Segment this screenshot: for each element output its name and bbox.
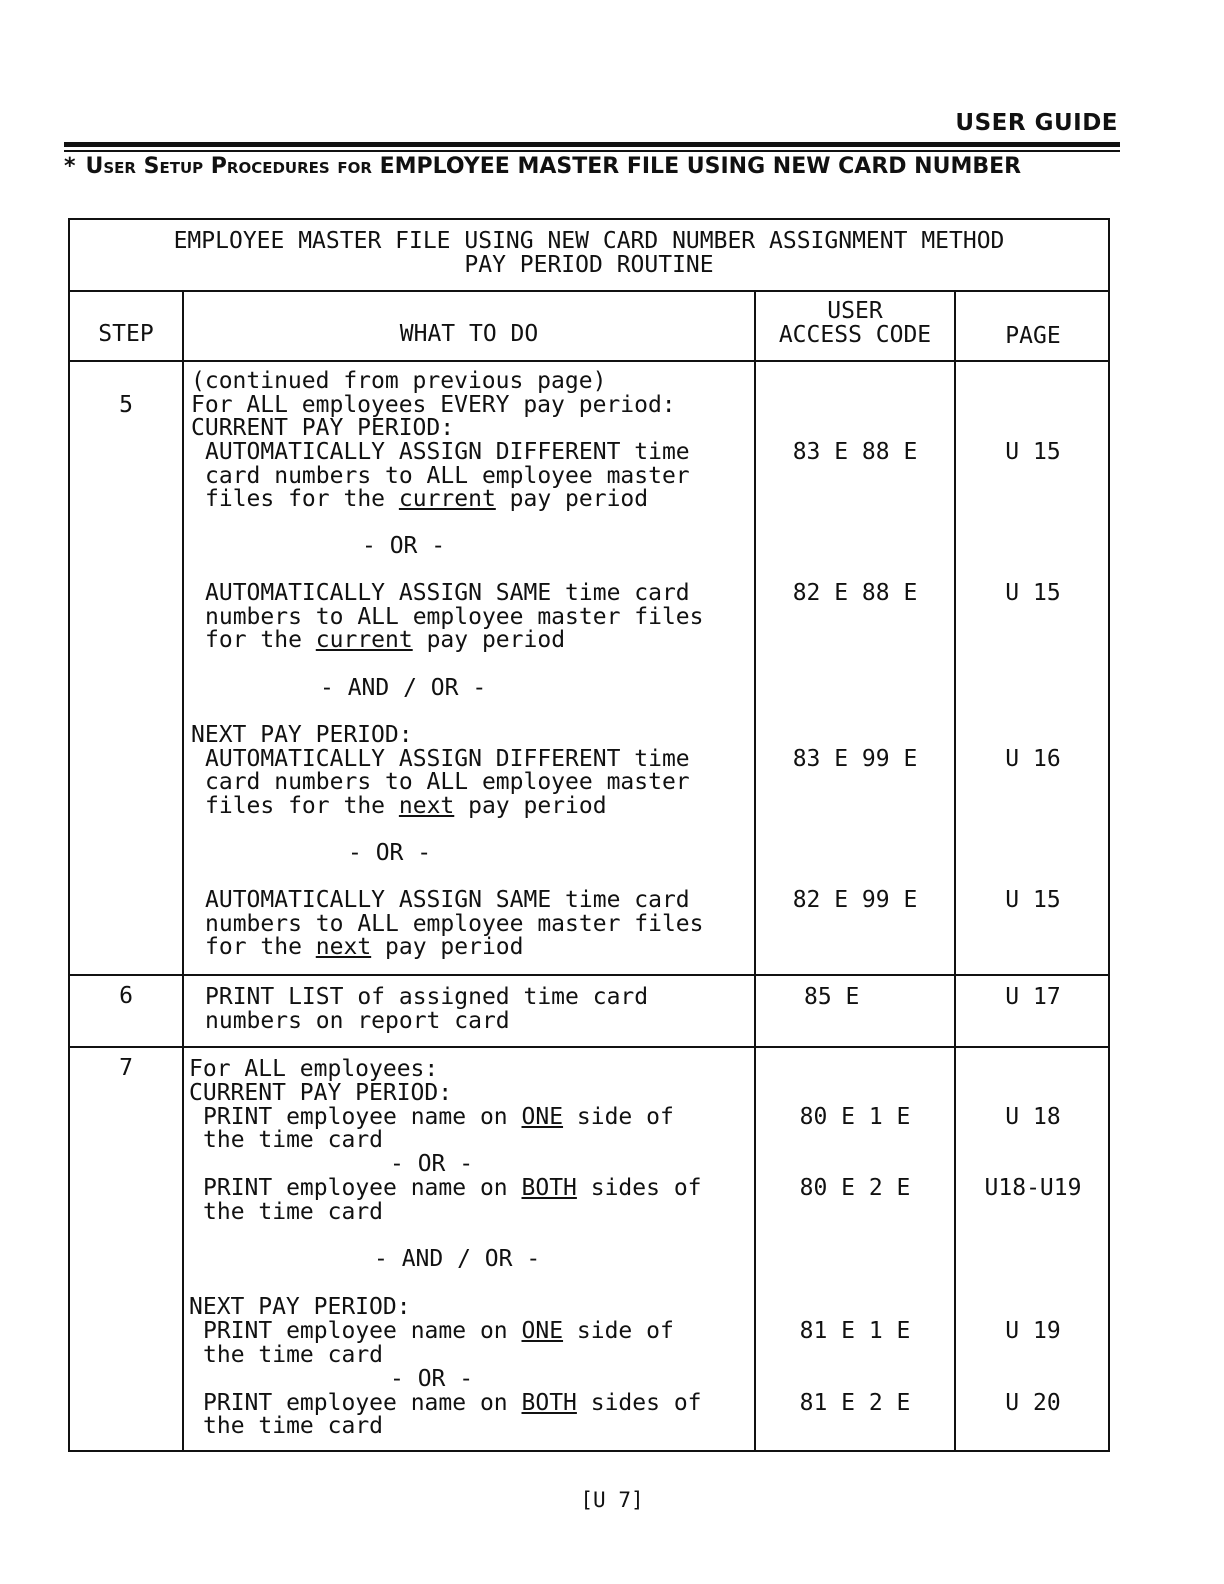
instruction-line: For ALL employees EVERY pay period:: [191, 392, 676, 418]
access-code: 82 E 88 E: [792, 580, 918, 606]
user-guide-label: USER GUIDE: [955, 110, 1118, 136]
table-title-line1: EMPLOYEE MASTER FILE USING NEW CARD NUMBER ASSIGNMENT METHOD: [173, 228, 1005, 254]
instruction-line: For ALL employees:: [189, 1056, 439, 1082]
instruction-line: AUTOMATICALLY ASSIGN DIFFERENT time: [205, 439, 690, 465]
table-rule: [70, 974, 1108, 976]
page-ref: U 16: [1005, 746, 1061, 772]
instruction-line: PRINT employee name on BOTH sides of: [203, 1390, 702, 1416]
instruction-line: files for the next pay period: [205, 793, 607, 819]
page-ref: U 20: [1005, 1390, 1061, 1416]
access-code: 80 E 1 E: [799, 1104, 911, 1130]
page-ref: U18-U19: [984, 1175, 1082, 1201]
instruction-line: for the current pay period: [205, 627, 566, 653]
instruction-line: numbers on report card: [205, 1008, 510, 1034]
instruction-line: numbers to ALL employee master files: [205, 604, 704, 630]
page-ref: U 18: [1005, 1104, 1061, 1130]
col-header-step: STEP: [98, 321, 154, 347]
header-rule-thick: [64, 142, 1120, 147]
heading-caps: EMPLOYEE MASTER FILE USING NEW CARD NUMBER: [379, 154, 1022, 179]
and-or-separator: - AND / OR -: [320, 675, 487, 701]
access-code: 80 E 2 E: [799, 1175, 911, 1201]
instruction-line: AUTOMATICALLY ASSIGN SAME time card: [205, 887, 690, 913]
header-rule-thin: [64, 150, 1120, 152]
instruction-line: PRINT employee name on ONE side of: [203, 1104, 674, 1130]
or-separator: - OR -: [348, 840, 432, 866]
access-code: 81 E 2 E: [799, 1390, 911, 1416]
access-code: 83 E 99 E: [792, 746, 918, 772]
table-title-line2: PAY PERIOD ROUTINE: [464, 252, 714, 278]
table-rule: [70, 1046, 1108, 1048]
access-code: 82 E 99 E: [792, 887, 918, 913]
col-header-page: PAGE: [1005, 323, 1061, 349]
instruction-line: the time card: [203, 1413, 384, 1439]
access-code: 85 E: [804, 984, 860, 1010]
section-heading: [64, 154, 1021, 179]
period-heading: NEXT PAY PERIOD:: [191, 722, 413, 748]
procedure-table: [68, 218, 1110, 1452]
page-ref: U 15: [1005, 887, 1061, 913]
col-header-code-line2: ACCESS CODE: [778, 322, 932, 348]
star-bullet: *: [64, 154, 76, 179]
instruction-line: files for the current pay period: [205, 486, 649, 512]
page-ref: U 19: [1005, 1318, 1061, 1344]
step-number: 6: [119, 983, 133, 1009]
heading-smallcaps: User Setup Procedures for: [85, 154, 372, 179]
access-code: 83 E 88 E: [792, 439, 918, 465]
table-rule: [70, 290, 1108, 292]
page-ref: U 15: [1005, 580, 1061, 606]
and-or-separator: - AND / OR -: [374, 1246, 541, 1272]
table-rule: [70, 360, 1108, 362]
period-heading: CURRENT PAY PERIOD:: [189, 1080, 453, 1106]
step-number: 7: [119, 1055, 133, 1081]
continued-note: (continued from previous page): [191, 368, 607, 394]
access-code: 81 E 1 E: [799, 1318, 911, 1344]
instruction-line: PRINT employee name on BOTH sides of: [203, 1175, 702, 1201]
instruction-line: card numbers to ALL employee master: [205, 463, 690, 489]
instruction-line: the time card: [203, 1342, 384, 1368]
page-ref: U 15: [1005, 439, 1061, 465]
page-number: [U 7]: [580, 1488, 644, 1512]
instruction-line: the time card: [203, 1127, 384, 1153]
period-heading: CURRENT PAY PERIOD:: [191, 415, 455, 441]
column-divider: [182, 290, 184, 1450]
col-header-code-line1: USER: [827, 298, 883, 324]
instruction-line: numbers to ALL employee master files: [205, 911, 704, 937]
step-number: 5: [119, 392, 133, 418]
page-ref: U 17: [1005, 984, 1061, 1010]
instruction-line: PRINT employee name on ONE side of: [203, 1318, 674, 1344]
or-separator: - OR -: [362, 533, 446, 559]
instruction-line: for the next pay period: [205, 934, 524, 960]
period-heading: NEXT PAY PERIOD:: [189, 1294, 411, 1320]
instruction-line: AUTOMATICALLY ASSIGN SAME time card: [205, 580, 690, 606]
instruction-line: card numbers to ALL employee master: [205, 769, 690, 795]
col-header-what: WHAT TO DO: [399, 321, 539, 347]
or-separator: - OR -: [390, 1366, 474, 1392]
instruction-line: AUTOMATICALLY ASSIGN DIFFERENT time: [205, 746, 690, 772]
instruction-line: PRINT LIST of assigned time card: [205, 984, 649, 1010]
or-separator: - OR -: [390, 1151, 474, 1177]
instruction-line: the time card: [203, 1199, 384, 1225]
